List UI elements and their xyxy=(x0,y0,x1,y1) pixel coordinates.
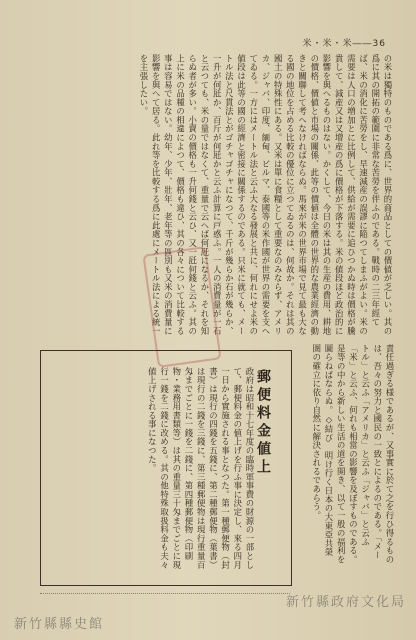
running-head: 米・米・米――36 xyxy=(302,39,386,49)
archive-stamp-left: 新竹縣縣史館 xyxy=(14,617,105,632)
postal-notice-body: 政府は昭和十七年度の臨時軍事費の財源の一部として、郵便料金の値上げを行ふ事に決定し、來る四月一日から實施される事となつた。第一種郵便物（封書）は現行の四錢を五錢に、第二種郵便物（葉書）は現行の二錢を三錢に、第三種郵便物は現行重量百匁までごとに一錢を二錢に、第四種郵便物（印刷物・業務用書類等）は其の重量三十匁までごとに現行一錢を二錢に改める。其の他特殊取扱料金も夫々値上げされる事になつた。 xyxy=(147,367,255,570)
postal-notice-title: 郵便料金値上 xyxy=(255,369,271,477)
article-conclusion-text: 責任過ぎる様であるが、又事實に於て之を行ひ得るものは、吾々の努力と國民の一致とによるのである。「メートル」と云ふ「アメリカ」と云ふ「ジャバ」と云ふ「米」と云ふ、何れも相當の影響を及ぼすものである。是等の中から新しい生活の道を開き、以て一般の福利を圖らねばならぬ。◇結び 明け行く日本の大東亞共榮圏の確立に依り自然に解決されるであらう。 xyxy=(311,344,395,564)
article-body-text: の米は獨特のものである爲に、世界的商品としての價値が乏しい。其の爲に其の開拓の範圍に非常な苦勞を伴ふのである。戰時の二三年經てば、米の消化に苦勞をし、早速減産の誤謬に陥つてしまふがよい。米の需要は人口の増加とに比例して、供給が需要に追ひつかぬ時は價格が騰貴して、減産又は又增産の爲に價格が下落する。米の値段ほど政治的に影響を與へるものはない。かくして、今日の米は其の生産の費用、耕地の價格、價値と市場の關係、此等の價値は全體の世界的な農業經濟の動きと關聯して考へなければならぬ。馬來が米の世界市場で見て最も大なる國の地位を占める比較の優位に立つてゐるのは、何故か。それは其の國土の特殊性にある。又米は單に食糧として重要なのみならず、アメリカ、ジャバ、印度、緬甸、ビルマ、泰國等の米作國が世界の需要を支へてゐる。一方にはメートル法と云ふ大なる發展と共に、何れにせよ米の値段は此等の國の經濟と密接に關係するのである。只米に就ても、メートル法と尺貫法とがゴチャゴチャになつて、千斤が幾らか石が幾らか、一升が何瓩か、百斤が何瓩かと云ふ計算に戸惑ふ。一人の消費量が一石と云つても、米の量ではなくて、重量で云へば何瓩になるか、それを知らぬ者が多い。小賣の價格も一升何錢と云ひ、又一瓩何錢と云ふ。其の上に米の品種の相違によつて、價格も違ひ、其の各々について比較する事は容易ではない。幼年、少年、壯年、老年等の區別も又米の消費量に影響を與へて居る。此れ等を比較する爲に此處にメートル法による統一を主張したい。 xyxy=(138,54,393,336)
divider-dotted xyxy=(40,593,290,595)
archive-stamp-right: 新竹縣政府文化局 xyxy=(285,595,406,610)
postal-notice-box xyxy=(40,350,292,586)
